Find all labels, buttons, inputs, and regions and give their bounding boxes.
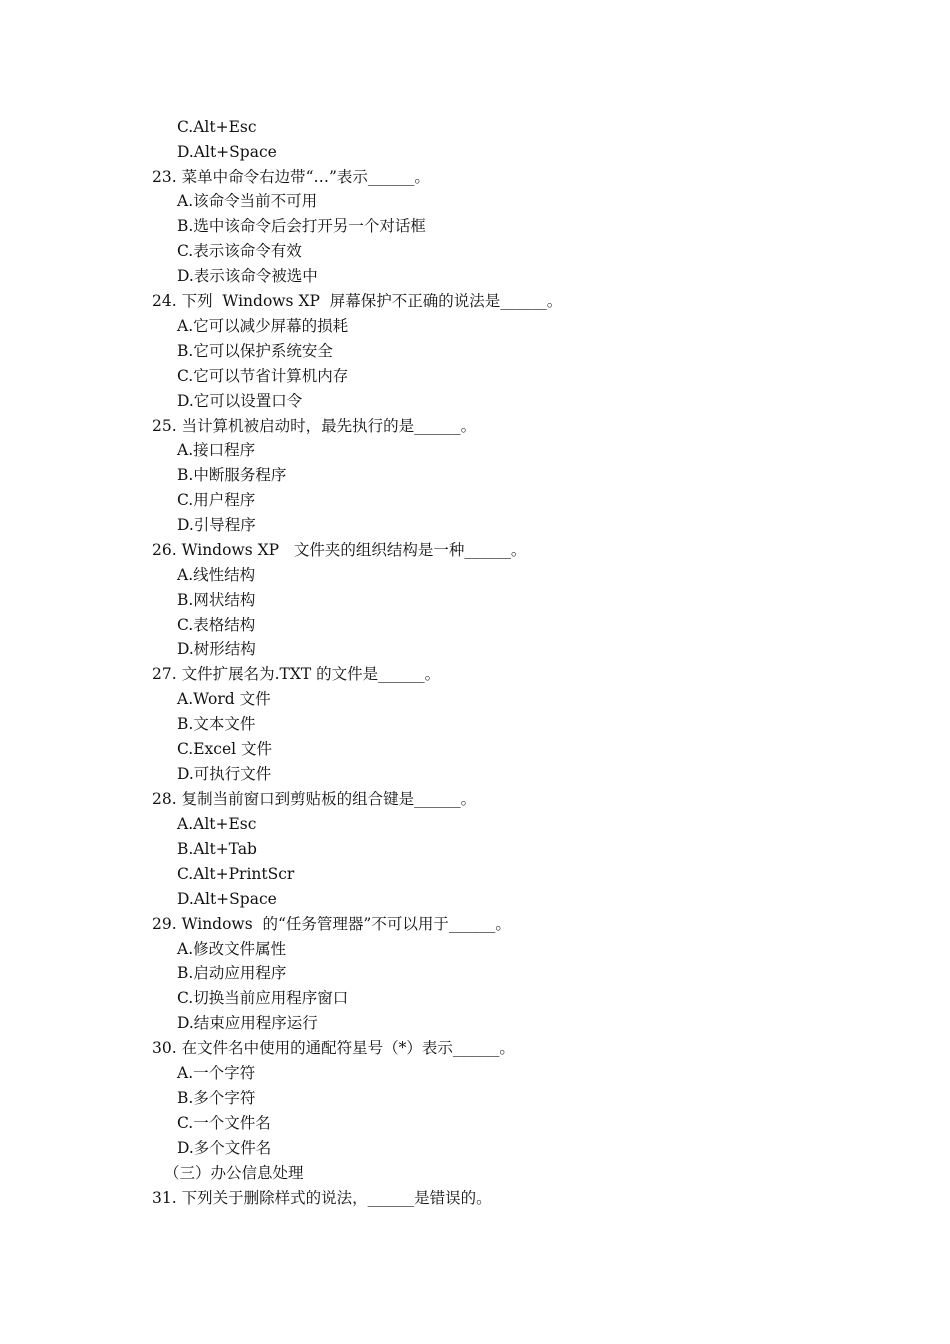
question-29 xyxy=(152,914,511,934)
option-line: D.Alt+Space xyxy=(177,890,277,908)
option-line: B.文本文件 xyxy=(177,715,256,733)
question-number: 29. xyxy=(152,915,177,933)
question-stem: 菜单中命令右边带“…”表示______。 xyxy=(176,168,430,186)
question-31 xyxy=(152,1188,492,1208)
option-line: A.Alt+Esc xyxy=(177,815,257,833)
option-line: B.启动应用程序 xyxy=(177,964,287,982)
option-line: D.结束应用程序运行 xyxy=(177,1014,318,1032)
option-line: C.切换当前应用程序窗口 xyxy=(177,989,349,1007)
question-30 xyxy=(152,1038,515,1058)
question-number: 26. xyxy=(152,541,177,559)
question-24 xyxy=(152,291,562,311)
section-heading: （三）办公信息处理 xyxy=(164,1164,304,1182)
option-line: D.Alt+Space xyxy=(177,143,277,161)
option-line: C.表示该命令有效 xyxy=(177,242,302,260)
option-line: C.Alt+Esc xyxy=(177,118,257,136)
option-line: B.网状结构 xyxy=(177,591,256,609)
option-line: B.Alt+Tab xyxy=(177,840,257,858)
question-number: 30. xyxy=(152,1039,177,1057)
question-26 xyxy=(152,540,526,560)
option-line: D.表示该命令被选中 xyxy=(177,267,318,285)
question-number: 25. xyxy=(152,417,177,435)
question-stem: 下列 Windows XP 屏幕保护不正确的说法是______。 xyxy=(176,292,563,310)
option-line: D.可执行文件 xyxy=(177,765,272,783)
option-line: A.接口程序 xyxy=(177,441,256,459)
option-line: D.它可以设置口令 xyxy=(177,392,303,410)
question-stem: 文件扩展名为.TXT 的文件是______。 xyxy=(176,665,441,683)
option-line: A.修改文件属性 xyxy=(177,940,287,958)
option-line: A.一个字符 xyxy=(177,1064,256,1082)
question-stem: 复制当前窗口到剪贴板的组合键是______。 xyxy=(176,790,477,808)
question-number: 28. xyxy=(152,790,177,808)
option-line: C.表格结构 xyxy=(177,616,256,634)
option-line: B.它可以保护系统安全 xyxy=(177,342,333,360)
option-line: C.Alt+PrintScr xyxy=(177,865,295,883)
option-line: D.引导程序 xyxy=(177,516,256,534)
option-line: D.多个文件名 xyxy=(177,1139,272,1157)
option-line: C.Excel 文件 xyxy=(177,740,273,758)
question-28 xyxy=(152,789,476,809)
option-line: C.用户程序 xyxy=(177,491,256,509)
question-23 xyxy=(152,167,430,187)
question-number: 31. xyxy=(152,1189,177,1207)
question-stem: Windows 的“任务管理器”不可以用于______。 xyxy=(176,915,511,933)
option-line: A.它可以减少屏幕的损耗 xyxy=(177,317,349,335)
option-line: A.线性结构 xyxy=(177,566,256,584)
option-line: C.它可以节省计算机内存 xyxy=(177,367,349,385)
question-25 xyxy=(152,416,476,436)
option-line: A.该命令当前不可用 xyxy=(177,192,318,210)
question-27 xyxy=(152,664,440,684)
option-line: D.树形结构 xyxy=(177,640,256,658)
question-stem: 下列关于删除样式的说法，______是错误的。 xyxy=(176,1189,492,1207)
option-line: A.Word 文件 xyxy=(177,690,271,708)
option-line: B.中断服务程序 xyxy=(177,466,287,484)
question-stem: 在文件名中使用的通配符星号（*）表示______。 xyxy=(176,1039,515,1057)
option-line: B.多个字符 xyxy=(177,1089,256,1107)
option-line: C.一个文件名 xyxy=(177,1114,271,1132)
question-stem: Windows XP 文件夹的组织结构是一种______。 xyxy=(176,541,527,559)
question-stem: 当计算机被启动时，最先执行的是______。 xyxy=(176,417,477,435)
question-number: 24. xyxy=(152,292,177,310)
question-number: 23. xyxy=(152,168,177,186)
question-number: 27. xyxy=(152,665,177,683)
option-line: B.选中该命令后会打开另一个对话框 xyxy=(177,217,426,235)
